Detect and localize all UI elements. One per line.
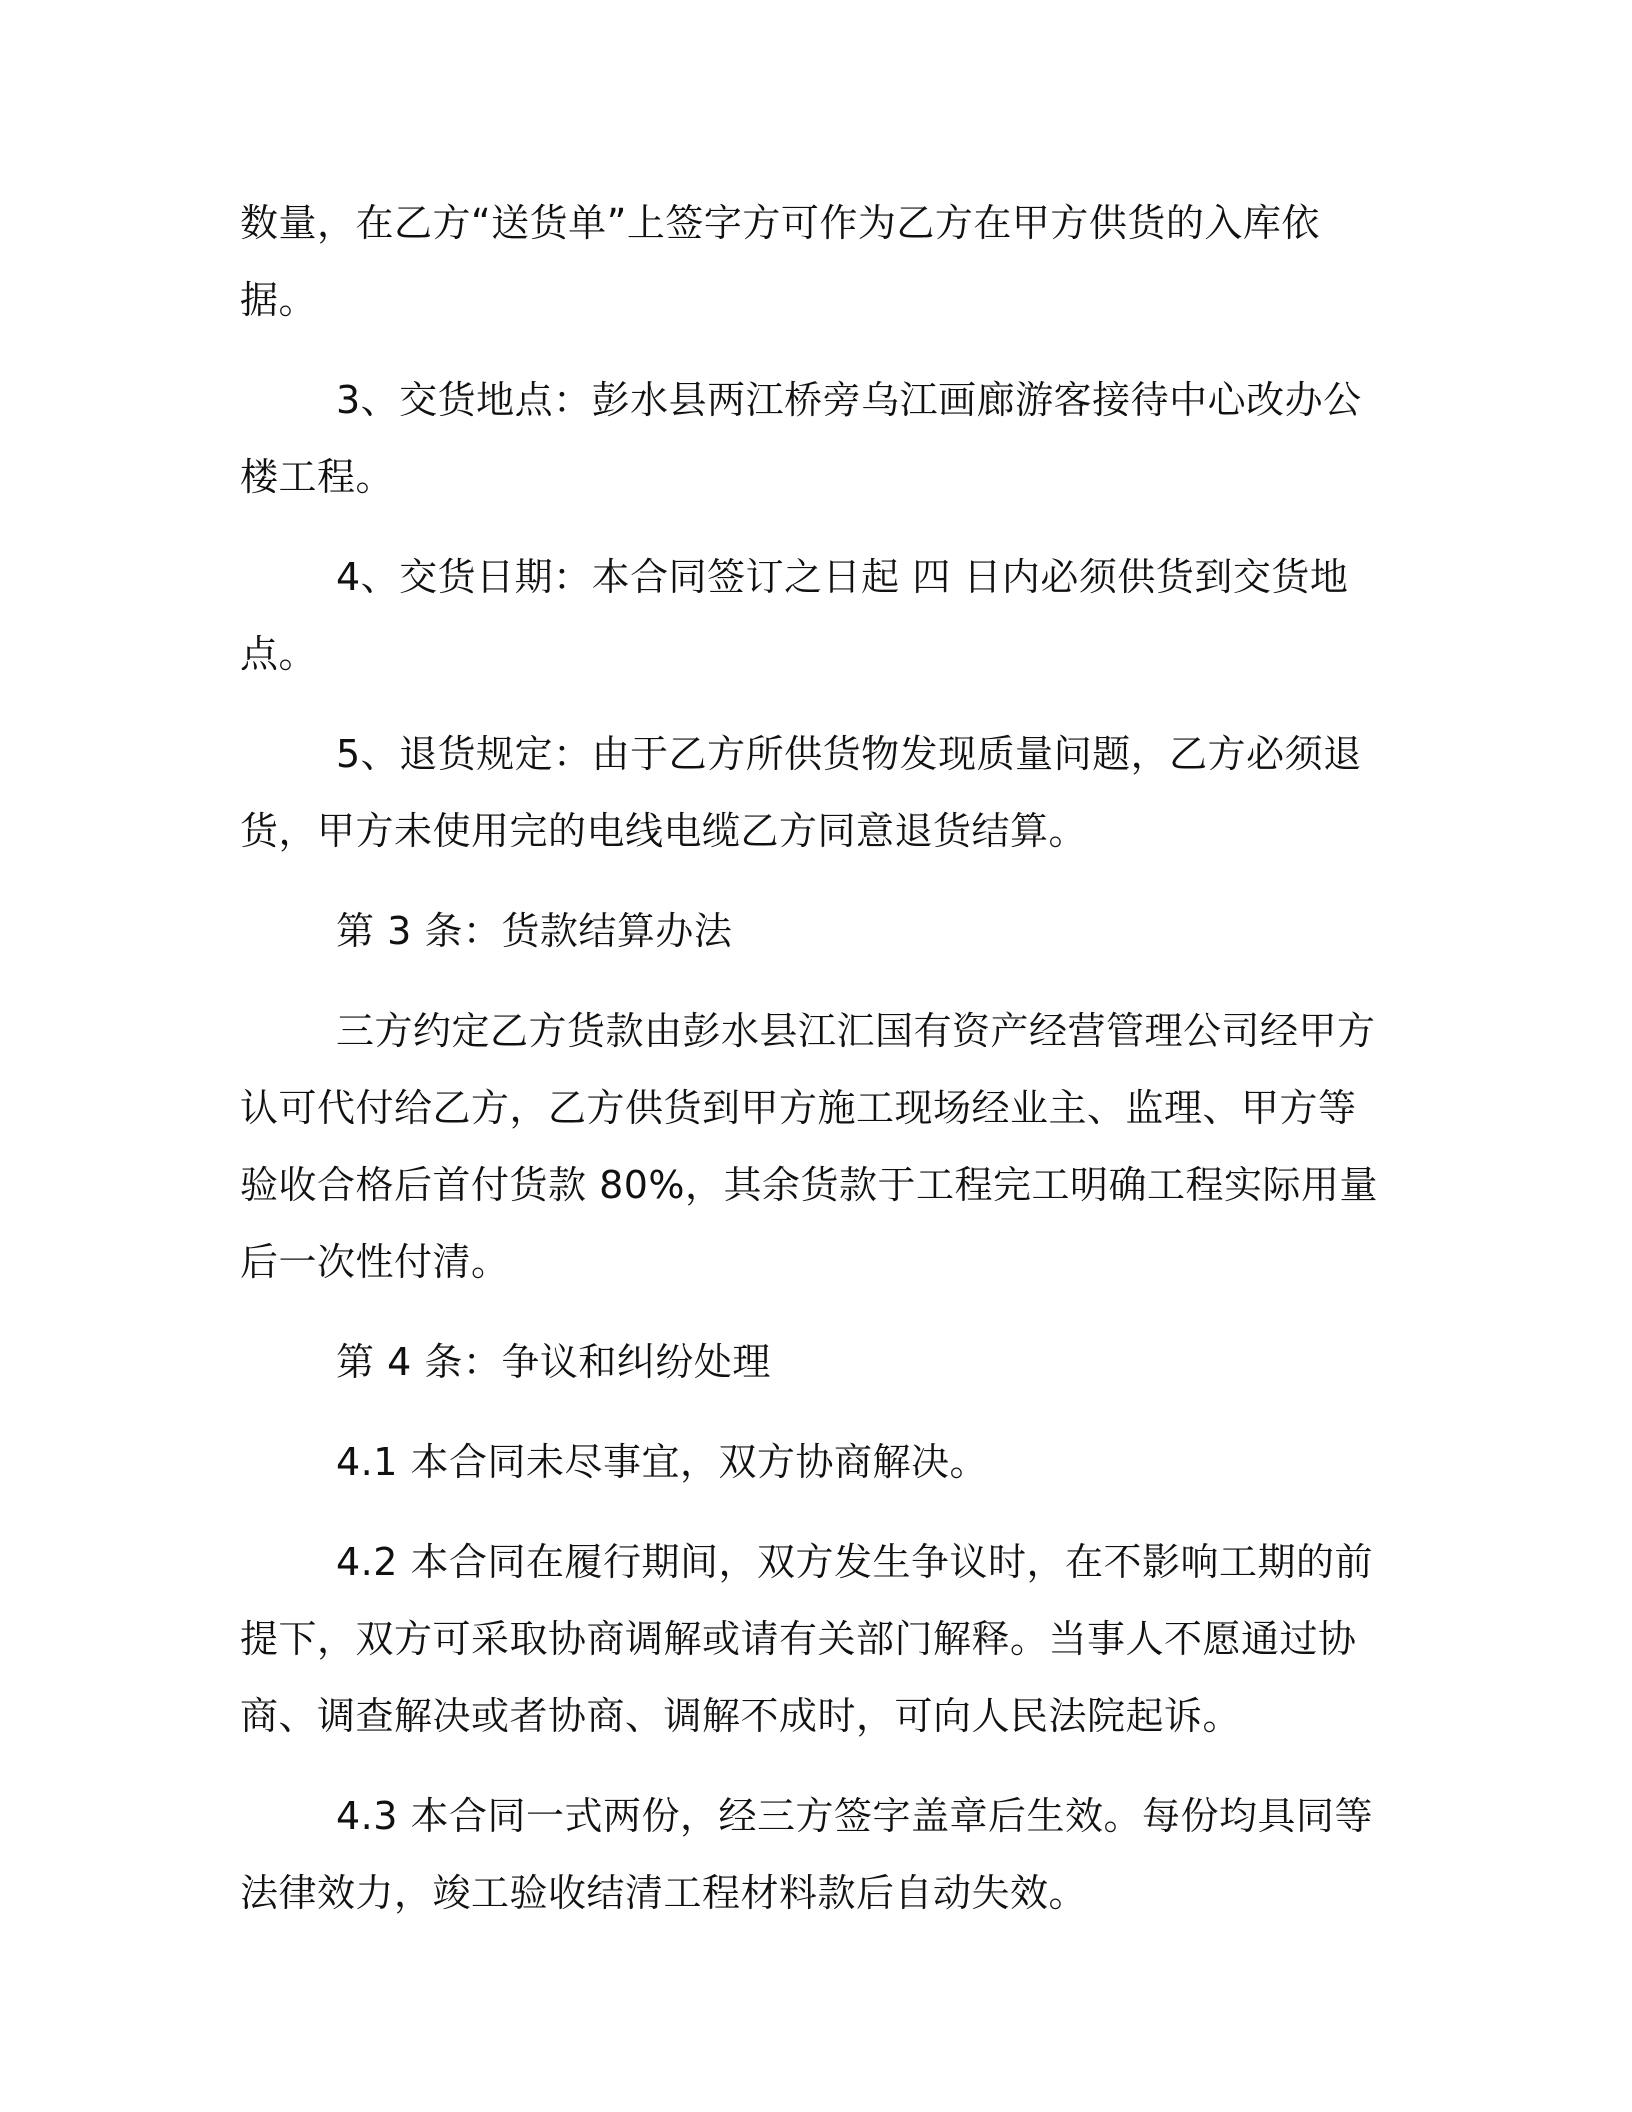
paragraph-return-policy: 5、退货规定：由于乙方所供货物发现质量问题，乙方必须退货，甲方未使用完的电线电缆乙方同意退货结算。: [240, 732, 1362, 853]
document-body: [240, 185, 1385, 1955]
paragraph-payment-terms: 三方约定乙方货款由彭水县江汇国有资产经营管理公司经甲方认可代付给乙方，乙方供货到甲方施工现场经业主、监理、甲方等验收合格后首付货款 80%，其余货款于工程完工明确工程实际用量后一次性付清。: [240, 1009, 1379, 1284]
paragraph-delivery-date: 4、交货日期：本合同签订之日起 四 日内必须供货到交货地点。: [240, 555, 1349, 676]
paragraph-clause-4-2: 4.2 本合同在履行期间，双方发生争议时，在不影响工期的前提下，双方可采取协商调解或请有关部门解释。当事人不愿通过协商、调查解决或者协商、调解不成时，可向人民法院起诉。: [240, 1540, 1374, 1738]
section-heading-article-4: 第 4 条：争议和纠纷处理: [336, 1340, 771, 1384]
paragraph-clause-4-3: 4.3 本合同一式两份，经三方签字盖章后生效。每份均具同等法律效力，竣工验收结清工程材料款后自动失效。: [240, 1794, 1374, 1915]
paragraph-clause-4-1: 4.1 本合同未尽事宜，双方协商解决。: [336, 1440, 989, 1484]
paragraph-delivery-receipt: 数量，在乙方“送货单”上签字方可作为乙方在甲方供货的入库依据。: [240, 201, 1320, 322]
section-heading-article-3: 第 3 条：货款结算办法: [336, 909, 733, 953]
paragraph-delivery-location: 3、交货地点：彭水县两江桥旁乌江画廊游客接待中心改办公楼工程。: [240, 378, 1362, 499]
